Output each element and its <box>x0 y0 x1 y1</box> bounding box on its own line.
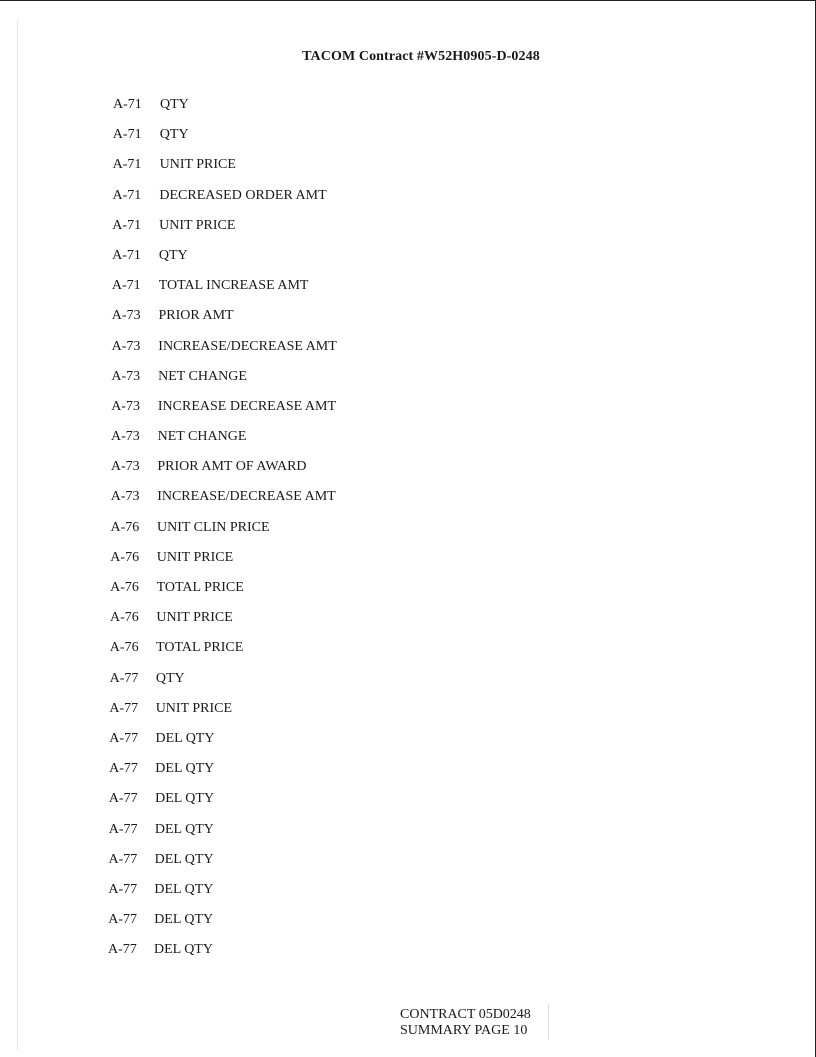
exhibit-code: A-71 <box>113 97 142 112</box>
exhibit-code: A-76 <box>109 640 139 656</box>
list-item <box>0 399 816 429</box>
field-description: DEL QTY <box>155 791 215 807</box>
list-item <box>0 701 816 731</box>
list-item <box>0 339 816 369</box>
field-description: QTY <box>160 97 189 112</box>
exhibit-code: A-76 <box>110 610 139 626</box>
list-item <box>0 731 816 761</box>
field-description: INCREASE DECREASE AMT <box>157 398 337 414</box>
exhibit-code: A-73 <box>111 338 141 354</box>
field-description: QTY <box>158 247 188 263</box>
list-item <box>0 640 816 670</box>
field-description: UNIT PRICE <box>156 610 233 626</box>
field-description: NET CHANGE <box>157 429 247 445</box>
exhibit-code: A-73 <box>110 489 140 505</box>
list-item <box>0 97 816 127</box>
exhibit-code: A-73 <box>111 429 140 445</box>
exhibit-code: A-71 <box>112 187 142 203</box>
exhibit-code: A-71 <box>111 278 141 294</box>
list-item <box>0 127 816 157</box>
exhibit-code: A-71 <box>112 127 142 143</box>
field-description: DEL QTY <box>154 851 214 867</box>
field-description: DEL QTY <box>154 912 214 928</box>
footer-page-number: SUMMARY PAGE 10 <box>400 1023 528 1038</box>
entry-list <box>0 97 816 972</box>
exhibit-code: A-77 <box>108 912 137 928</box>
field-description: TOTAL INCREASE AMT <box>158 278 309 294</box>
field-description: DEL QTY <box>154 821 214 837</box>
list-item <box>0 912 816 942</box>
page-footer <box>400 1007 531 1039</box>
list-item <box>0 278 816 308</box>
exhibit-code: A-73 <box>111 368 141 384</box>
exhibit-code: A-71 <box>112 217 142 233</box>
field-description: DEL QTY <box>154 881 214 897</box>
list-item <box>0 308 816 338</box>
exhibit-code: A-77 <box>108 942 137 958</box>
field-description: UNIT CLIN PRICE <box>157 519 270 535</box>
exhibit-code: A-77 <box>108 851 138 867</box>
exhibit-code: A-77 <box>109 700 139 716</box>
field-description: QTY <box>159 127 189 143</box>
exhibit-code: A-71 <box>112 157 142 173</box>
exhibit-code: A-77 <box>108 791 138 807</box>
field-description: UNIT PRICE <box>159 157 236 173</box>
list-item <box>0 429 816 459</box>
list-item <box>0 520 816 550</box>
field-description: DEL QTY <box>154 942 213 958</box>
document-title: TACOM Contract #W52H0905-D-0248 <box>302 49 540 64</box>
field-description: INCREASE/DECREASE AMT <box>157 489 336 505</box>
exhibit-code: A-73 <box>110 459 140 475</box>
list-item <box>0 489 816 519</box>
field-description: DEL QTY <box>155 761 215 777</box>
page-top-border <box>0 0 816 1</box>
list-item <box>0 459 816 489</box>
exhibit-code: A-73 <box>111 308 141 324</box>
list-item <box>0 157 816 187</box>
list-item <box>0 671 816 701</box>
list-item <box>0 188 816 218</box>
field-description: TOTAL PRICE <box>156 640 244 656</box>
list-item <box>0 248 816 278</box>
footer-contract-number: CONTRACT 05D0248 <box>400 1007 531 1022</box>
exhibit-code: A-77 <box>109 670 139 686</box>
list-item <box>0 852 816 882</box>
field-description: UNIT PRICE <box>155 700 233 716</box>
exhibit-code: A-77 <box>108 881 138 897</box>
field-description: DECREASED ORDER AMT <box>159 187 327 203</box>
list-item <box>0 942 816 972</box>
exhibit-code: A-76 <box>110 549 140 565</box>
exhibit-code: A-76 <box>110 580 139 595</box>
field-description: DEL QTY <box>155 730 215 746</box>
field-description: TOTAL PRICE <box>156 580 244 595</box>
exhibit-code: A-77 <box>109 761 138 777</box>
list-item <box>0 610 816 640</box>
exhibit-code: A-76 <box>110 519 140 535</box>
list-item <box>0 761 816 791</box>
field-description: UNIT PRICE <box>159 217 236 233</box>
list-item <box>0 882 816 912</box>
exhibit-code: A-73 <box>111 398 140 414</box>
field-description: PRIOR AMT OF AWARD <box>157 459 307 475</box>
exhibit-code: A-77 <box>109 730 139 746</box>
list-item <box>0 791 816 821</box>
list-item <box>0 218 816 248</box>
list-item <box>0 550 816 580</box>
list-item <box>0 580 816 610</box>
exhibit-code: A-77 <box>108 821 138 837</box>
list-item <box>0 369 816 399</box>
footer-divider <box>548 1004 549 1040</box>
field-description: INCREASE/DECREASE AMT <box>158 338 337 354</box>
field-description: NET CHANGE <box>158 368 247 384</box>
field-description: PRIOR AMT <box>158 308 234 324</box>
field-description: UNIT PRICE <box>156 549 234 565</box>
list-item <box>0 822 816 852</box>
exhibit-code: A-71 <box>112 247 141 263</box>
field-description: QTY <box>155 670 185 686</box>
